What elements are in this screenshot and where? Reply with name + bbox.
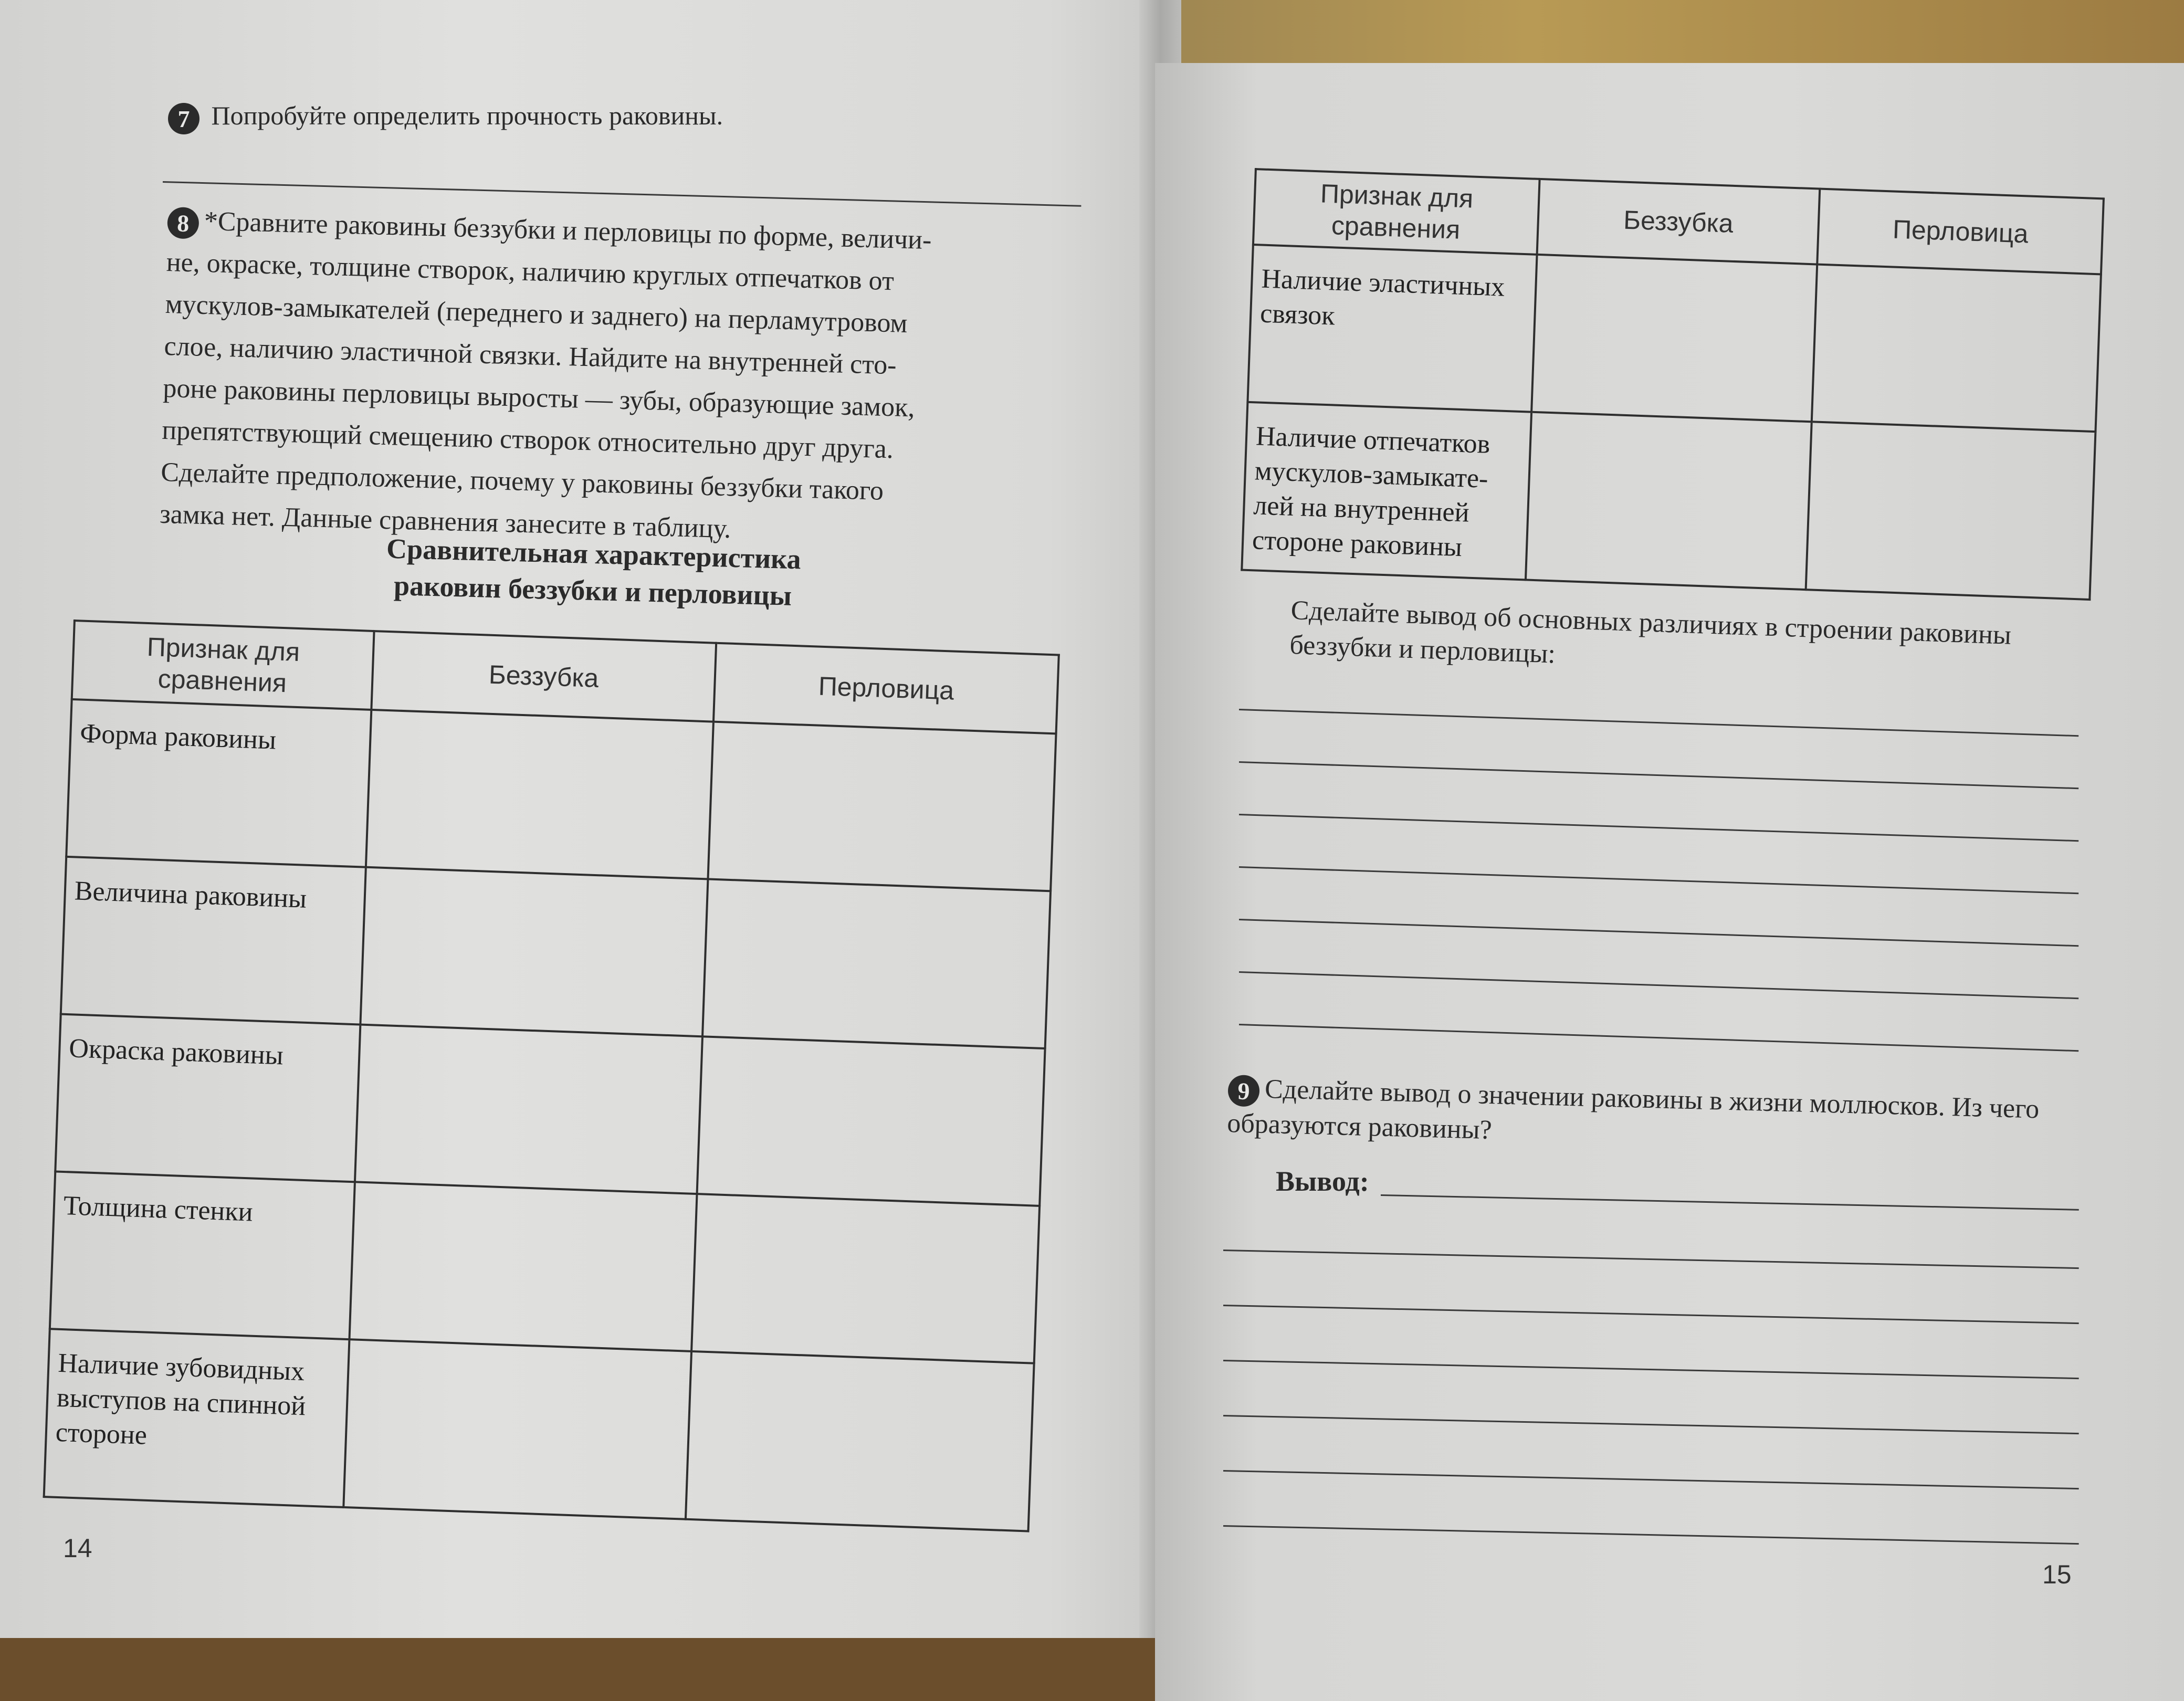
cell-perlovitsa[interactable] [691,1194,1040,1363]
task-7-number: 7 [168,103,200,134]
header-feature: Признак для сравнения [72,621,374,710]
answer-line[interactable] [1223,1360,2079,1379]
answer-line[interactable] [1239,709,2078,737]
header-perlovitsa: Перловица [1818,189,2104,275]
task-8-line: препятствующий смещению створок относительно друг друга. [161,415,894,465]
task-8-line: Сделайте предположение, почему у раковины беззубки такого [160,457,884,506]
task-9-text: Сделайте вывод о значении раковины в жизни моллюсков. Из чего образуются раковины? [1226,1074,2040,1146]
answer-line[interactable] [1223,1525,2079,1545]
task-8-line: *Сравните раковины беззубки и перловицы по форме, величи- [204,206,932,256]
cell-bezzubka[interactable] [360,867,708,1037]
table-caption-line1: Сравнительная характеристика [386,532,802,575]
task-8 [159,200,1091,560]
conclusion-prompt: Сделайте вывод об основных различиях в строении раковины беззубки и перловицы: [1289,595,2012,669]
task-9-number: 9 [1227,1075,1260,1107]
comparison-table-left [43,620,1060,1532]
table-row [1247,245,2101,432]
answer-line[interactable] [1239,1024,2078,1052]
row-label: Наличие отпечатков мускулов-замыкате- лей на внутренней стороне раковины [1242,402,1531,580]
row-label: Форма раковины [66,699,371,867]
cell-bezzubka[interactable] [355,1025,703,1194]
answer-line[interactable] [1239,866,2078,894]
row-label: Наличие зубовидных выступов на спинной стороне [44,1329,349,1507]
answer-line[interactable] [1239,814,2078,842]
row-label: Окраска раковины [55,1014,360,1182]
answer-line[interactable] [1223,1305,2079,1324]
table-row [44,1329,1034,1531]
page-number-left: 14 [63,1534,92,1563]
row-label: Величина раковины [61,857,366,1025]
cell-perlovitsa[interactable] [708,722,1056,891]
cell-bezzubka[interactable] [343,1339,691,1519]
task-7 [168,94,723,136]
task-8-number: 8 [167,207,200,239]
cell-perlovitsa[interactable] [1812,265,2101,432]
task-8-line: замка нет. Данные сравнения занесите в таблицу. [159,499,732,544]
cell-bezzubka[interactable] [349,1182,697,1351]
table-caption-line2: раковин беззубки и перловицы [393,570,792,612]
answer-line[interactable] [1239,761,2078,789]
answer-line[interactable] [1381,1194,2079,1211]
task-8-line: слое, наличию эластичной связки. Найдите на внутренней сто- [163,331,897,381]
row-label: Толщина стенки [50,1171,355,1339]
cell-perlovitsa[interactable] [702,879,1051,1048]
answer-line[interactable] [1223,1250,2079,1269]
row-label: Наличие эластичных связок [1247,245,1537,412]
task-7-text: Попробуйте определить прочность раковины. [211,101,723,130]
answer-line[interactable] [1239,919,2078,947]
cell-bezzubka[interactable] [365,710,713,879]
table-row [1242,402,2095,600]
answer-line[interactable] [1223,1470,2079,1489]
cell-bezzubka[interactable] [1526,412,1812,590]
page-number-right: 15 [2042,1560,2072,1589]
header-bezzubka: Беззубка [1537,179,1820,265]
cell-bezzubka[interactable] [1531,255,1818,422]
comparison-table-right [1241,168,2105,601]
task-8-line: не, окраске, толщине створок, наличию круглых отпечатков от [166,247,895,297]
table-caption [356,529,830,615]
header-perlovitsa: Перловица [713,643,1059,734]
task-9 [1227,1071,2090,1163]
right-page [1155,63,2184,1701]
cell-perlovitsa[interactable] [1806,422,2096,600]
cell-perlovitsa[interactable] [686,1351,1034,1531]
answer-label: Вывод: [1276,1166,1369,1197]
header-feature: Признак для сравнения [1253,169,1539,255]
answer-line[interactable] [1239,971,2078,999]
cell-perlovitsa[interactable] [697,1036,1045,1206]
header-bezzubka: Беззубка [371,631,717,722]
task-8-line: роне раковины перловицы выросты — зубы, образующие замок, [162,373,916,423]
answer-line[interactable] [1223,1415,2079,1434]
task-8-line: мускулов-замыкателей (переднего и заднего) на перламутровом [165,289,908,339]
